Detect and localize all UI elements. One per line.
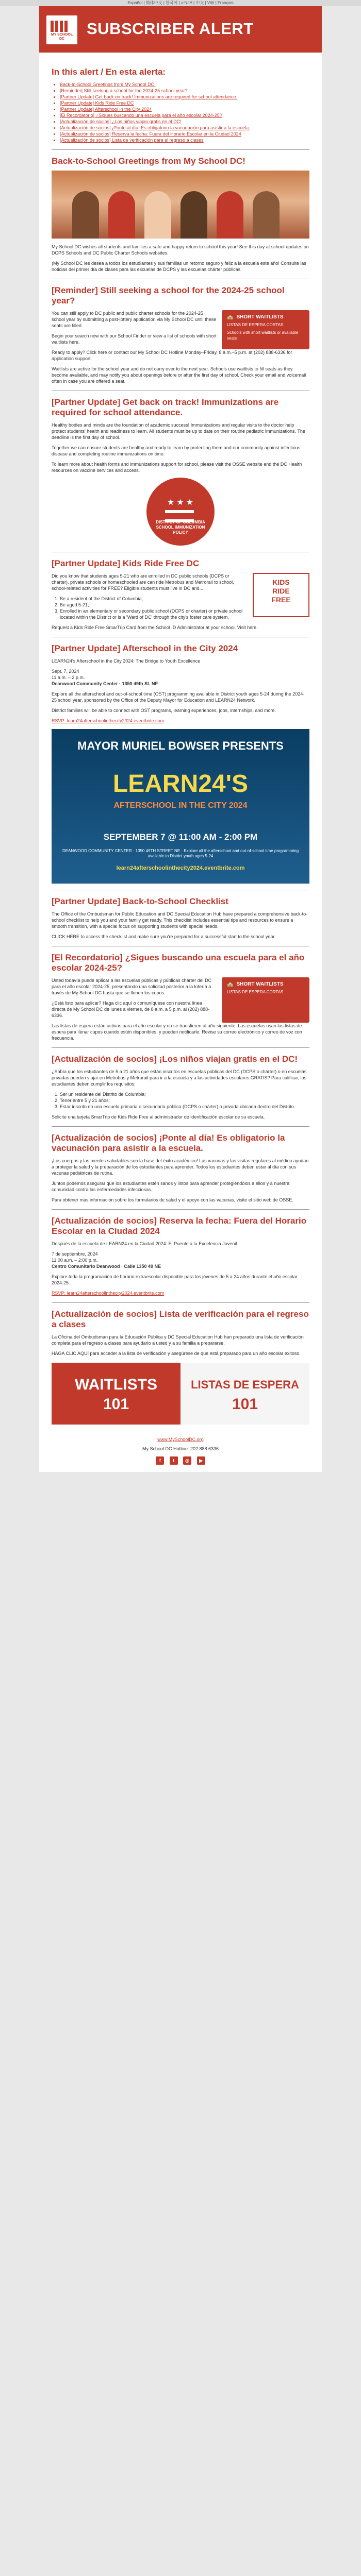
section-title: [Actualización de socios] ¡Ponte al día! Es obligatorio la vacunación para asistir a la escuela. <box>52 1133 285 1153</box>
divider <box>52 1126 309 1127</box>
paragraph: Explore toda la programación de horario extraescolar disponible para los jóvenes de 5 a 24 años durante el año escolar 2024-25. <box>52 1274 298 1285</box>
instagram-icon[interactable]: ◎ <box>183 1456 191 1465</box>
section-title: [Actualización de socios] Reserva la fecha: Fuera del Horario Escolar en la Ciudad 2024 <box>52 1216 307 1236</box>
paragraph: ¿Sabía que los estudiantes de 5 a 21 años que están inscritos en escuelas públicas del DC (DCPS o chárter) o en escuelas privadas pueden viajar en Metrobus y Metrorail para ir a la escuela y a las actividades escolares GRATIS? Para calificar, los estudiantes deben cumplir los requisitos: <box>52 1069 307 1087</box>
section-title: [Partner Update] Kids Ride Free DC <box>52 558 200 568</box>
language-links[interactable]: Español | 简体中文 | 한국어 | አማርኛ | 中文 | Việt | Français <box>127 1 234 5</box>
list-item: 2. Tener entre 5 y 21 años; <box>60 1097 309 1104</box>
paragraph: The Office of the Ombudsman for Public Education and DC Special Education Hub have prepared a comprehensive back-to-school checklist to help you and your family get ready. This checklist includes essential tips and resources to ensure a smooth transition, with a special focus on supporting students with special needs. <box>52 911 308 929</box>
website-link[interactable]: www.MySchoolDC.org <box>157 1437 204 1442</box>
rsvp-link[interactable]: RSVP: learn24afterschoolinthecity2024.eventbrite.com <box>52 718 165 723</box>
list-item: 3. Estar inscrito en una escuela primaria o secundaria pública (DCPS o chárter) o privada ubicada dentro del Distrito. <box>60 1104 309 1110</box>
twitter-icon[interactable]: t <box>170 1456 178 1465</box>
hotline-text: My School DC Hotline: 202.888.6336 <box>142 1446 219 1451</box>
paragraph: Solicite una tarjeta SmarTrip de Kids Ride Free al administrador de identificación escolar de su escuela. <box>52 1114 265 1120</box>
kids-ride-free-logo: KIDS RIDE FREE <box>253 573 309 617</box>
toc-link[interactable]: • [Actualización de socios] Lista de verificación para el regreso a clases <box>60 137 309 143</box>
page-title: SUBSCRIBER ALERT <box>87 20 254 38</box>
social-icons <box>52 1455 309 1465</box>
paragraph: To learn more about health forms and immunizations support for school, please visit the OSSE website and the DC Health resources on vaccine services and access. <box>52 462 302 473</box>
header-banner <box>39 6 322 53</box>
star-icon: ★★★ <box>167 498 196 507</box>
eligibility-list-es <box>60 1091 309 1110</box>
paragraph: You can still apply to DC public and public charter schools for the 2024-25 school year by submitting a post-lottery application via My School DC until these seats are filled. <box>52 311 217 328</box>
toc-link[interactable]: • [Partner Update] Afterschool in the City 2024 <box>60 106 309 112</box>
paragraph: Request a Kids Ride Free SmarTrip Card from the School ID Administrator at your school. Visit here. <box>52 625 258 630</box>
email-container <box>39 6 322 1472</box>
paragraph: Ready to apply? Click here or contact our My School DC Hotline Monday–Friday, 8 a.m.–5 p.m. at (202) 888-6336 for application support. <box>52 350 292 361</box>
section-title: Back-to-School Greetings from My School DC! <box>52 156 245 166</box>
section-title: [Partner Update] Afterschool in the City 2024 <box>52 643 238 653</box>
toc-link[interactable]: • [Reminder] Still seeking a school for the 2024-25 school year? <box>60 88 309 94</box>
toc-link[interactable]: • [Partner Update] Get back on track! Immunizations are required for school attendance. <box>60 94 309 100</box>
myschooldc-logo: MY SCHOOL DC <box>46 15 77 44</box>
paragraph: District families will be able to connect with OST programs, learning experiences, jobs, internships, and more. <box>52 708 276 713</box>
email-body <box>39 53 322 1472</box>
facebook-icon[interactable]: f <box>156 1456 164 1465</box>
dc-immunization-graphic: ★★★ DISTRICT OF COLUMBIA SCHOOL IMMUNIZATION POLICY <box>146 478 215 546</box>
paragraph: ¡Los cuerpos y las mentes saludables son la base del éxito académico! Las vacunas y las visitas regulares al médico ayudan a proteger la salud y la preparación de los estudiantes para aprender. Todos los estudiantes deben estar al día con sus vacunas pediátricas de rutina. <box>52 1158 309 1176</box>
reminder-row <box>52 310 309 349</box>
section-title: [Actualización de socios] Lista de verificación para el regreso a clases <box>52 1309 309 1329</box>
paragraph: Together we can ensure students are healthy and ready to learn by protecting them and our community against infectious disease and completing routine immunizations on time. <box>52 445 301 456</box>
paragraph: Para obtener más información sobre los formularios de salud y el apoyo con las vacunas, visite el sitio web de OSSE. <box>52 1197 293 1202</box>
paragraph: My School DC wishes all students and families a safe and happy return to school this year! See this day at school updates on DCPS Schools and DC Public Charter Schools websites. <box>52 244 309 256</box>
list-item: 2. Be aged 5-21; <box>60 602 309 608</box>
paragraph: HAGA CLIC AQUÍ para acceder a la lista de verificación y asegúrese de que está preparado para un año escolar exitoso. <box>52 1351 301 1356</box>
event-time: 11:00 a.m. – 2:00 p.m. <box>52 1258 98 1263</box>
paragraph: Juntos podemos asegurar que los estudiantes estén sanos y listos para aprender protegiéndolos a ellos y a nuestra comunidad contra las enfermedades infecciosas. <box>52 1181 290 1192</box>
section-title: [Actualización de socios] ¡Los niños viajan gratis en el DC! <box>52 1054 298 1064</box>
paragraph: Did you know that students ages 5-21 who are enrolled in DC public schools (DCPS or charter), private schools or homeschooled are can ride Metrobus and Metrorail to school, school-related activities for FREE? Eligible students must live in DC and... <box>52 573 234 591</box>
divider <box>52 1302 309 1303</box>
alerts-heading: In this alert / En esta alerta: <box>52 67 166 77</box>
list-item: 1. Ser un residente del Distrito de Columbia; <box>60 1091 309 1097</box>
paragraph: ¿Está listo para aplicar? Haga clic aquí o comuníquese con nuestra línea directa de My School DC de lunes a viernes, de 8 a.m. a 5 p.m. al (202) 888-6336. <box>52 1001 210 1018</box>
waitlists-101-banner[interactable] <box>52 1363 309 1425</box>
translation-bar <box>0 0 361 6</box>
paragraph: Explore all the afterschool and out-of-school time (OST) programming available in District youth ages 5-24 during the 2024-25 school year, sponsored by the Office of the Deputy Mayor for Education and LEARN24 Network. <box>52 691 305 703</box>
toc-link[interactable]: • [Partner Update] Kids Ride Free DC <box>60 100 309 106</box>
footer <box>52 1431 309 1472</box>
section-title: [Partner Update] Get back on track! Immunizations are required for school attendance. <box>52 397 279 417</box>
event-location: Deanwood Community Center · 1350 49th St. NE <box>52 681 158 686</box>
event-location: Centro Comunitario Deanwood · Calle 1350 49 NE <box>52 1264 161 1269</box>
table-of-contents <box>60 81 309 143</box>
toc-link[interactable]: • Back-to-School Greetings from My School DC! <box>60 81 309 88</box>
toc-link[interactable]: • [Actualización de socios] Reserva la fecha: Fuera del Horario Escolar en la Ciudad 2024 <box>60 131 309 137</box>
paragraph: Las listas de espera están activas para el año escolar y no se transfieren al año siguiente. Las escuelas usan las listas de espera para llenar cupos cuando estén disponibles, y pueden notificarle. Revise su correo electrónico y correo de voz con frecuencia. <box>52 1023 302 1041</box>
list-item: 3. Enrolled in an elementary or secondary public school (DCPS or charter) or private school located within the District or is a 'Ward of DC' through the city's foster care system. <box>60 608 309 620</box>
paragraph: LEARN24's Afterschool in the City 2024: The Bridge to Youth Excellence <box>52 658 201 664</box>
rsvp-link[interactable]: RSVP: learn24afterschoolinthecity2024.eventbrite.com <box>52 1291 165 1296</box>
paragraph: Después de la escuela de LEARN24 en la Ciudad 2024: El Puente a la Excelencia Juvenil <box>52 1241 237 1246</box>
toc-link[interactable]: • [Actualización de socios] ¿Los niños viajan gratis en el DC! <box>60 118 309 125</box>
list-item: 1. Be a resident of the District of Columbia; <box>60 596 309 602</box>
paragraph: Healthy bodies and minds are the foundation of academic success! Immunizations and regular visits to the doctor help protect students' health and readiness to learn. All students must be up to date on their routine pediatric immunizations. The deadline is the first day of school. <box>52 422 305 440</box>
afterschool-poster[interactable]: MAYOR MURIEL BOWSER PRESENTS LEARN24'S AFTERSCHOOL IN THE CITY 2024 SEPTEMBER 7 @ 11:00 AM - 2:00 PM DEANWOOD COMMUNITY CENTER · 1350 49TH STREET NE · Explore all the afterschool and out-of-school time programming available to District youth ages 5-24 learn24afterschoolinthecity2024.eventbrite.com <box>52 729 309 884</box>
section-title: [Partner Update] Back-to-School Checklist <box>52 896 228 906</box>
short-waitlists-card[interactable]: 🏫 SHORT WAITLISTS LISTAS DE ESPERA CORTAS <box>222 977 309 1023</box>
paragraph: Waitlists are active for the school year and do not carry over to the next year. Schools use waitlists to fill seats as they become available, and may notify you about openings before or after the first day of school. Check your email and voicemail often in case you are offered a seat. <box>52 366 306 384</box>
event-time: 11 a.m. – 2 p.m. <box>52 675 85 680</box>
section-title: [El Recordatorio] ¿Sigues buscando una escuela para el año escolar 2024-25? <box>52 953 305 973</box>
paragraph: Begin your search now with our School Finder or view a list of schools with short waitlists here. <box>52 333 217 345</box>
students-photo <box>52 171 309 239</box>
waitlists-101-en: WAITLISTS 101 <box>52 1363 180 1425</box>
divider <box>52 1209 309 1210</box>
divider <box>52 1047 309 1048</box>
school-icon: 🏫 <box>227 981 234 987</box>
toc-link[interactable]: • [El Recordatorio] ¿Sigues buscando una escuela para el año escolar 2024-25? <box>60 112 309 118</box>
divider <box>52 149 309 150</box>
short-waitlists-card[interactable]: 🏫 SHORT WAITLISTS LISTAS DE ESPERA CORTAS Schools with short waitlists or available seats <box>222 310 309 349</box>
waitlists-101-es: LISTAS DE ESPERA 101 <box>180 1363 309 1425</box>
school-icon: 🏫 <box>227 314 234 320</box>
event-date: Sept. 7, 2024 <box>52 669 79 674</box>
youtube-icon[interactable]: ▶ <box>197 1456 205 1465</box>
recordatorio-row <box>52 977 309 1023</box>
paragraph: Usted todavía puede aplicar a las escuelas públicas y públicas chárter del DC para el año escolar 2024-25, presentando una solicitud posterior a la lotería a través de My School DC hasta que se llenen los cupos. <box>52 978 212 995</box>
paragraph: ¡My School DC les desea a todos los estudiantes y sus familias un retorno seguro y feliz a la escuela este año! Consulte las noticias del primer día de clases para las escuelas de DCPS y las escuelas chárter públicas. <box>52 261 306 272</box>
paragraph: La Oficina del Ombudsman para la Educación Pública y DC Special Education Hub han preparado una lista de verificación completa para el regreso a clases para ayudarlo a usted y a su familia a prepararse. <box>52 1334 304 1346</box>
section-title: [Reminder] Still seeking a school for the 2024-25 school year? <box>52 285 285 306</box>
toc-link[interactable]: • [Actualización de socios] ¡Ponte al día! Es obligatorio la vacunación para asistir a la escuela. <box>60 125 309 131</box>
paragraph: CLICK HERE to access the checklist and make sure you're prepared for a successful start to the school year. <box>52 934 276 939</box>
event-date: 7 de septiembre, 2024 <box>52 1251 98 1257</box>
